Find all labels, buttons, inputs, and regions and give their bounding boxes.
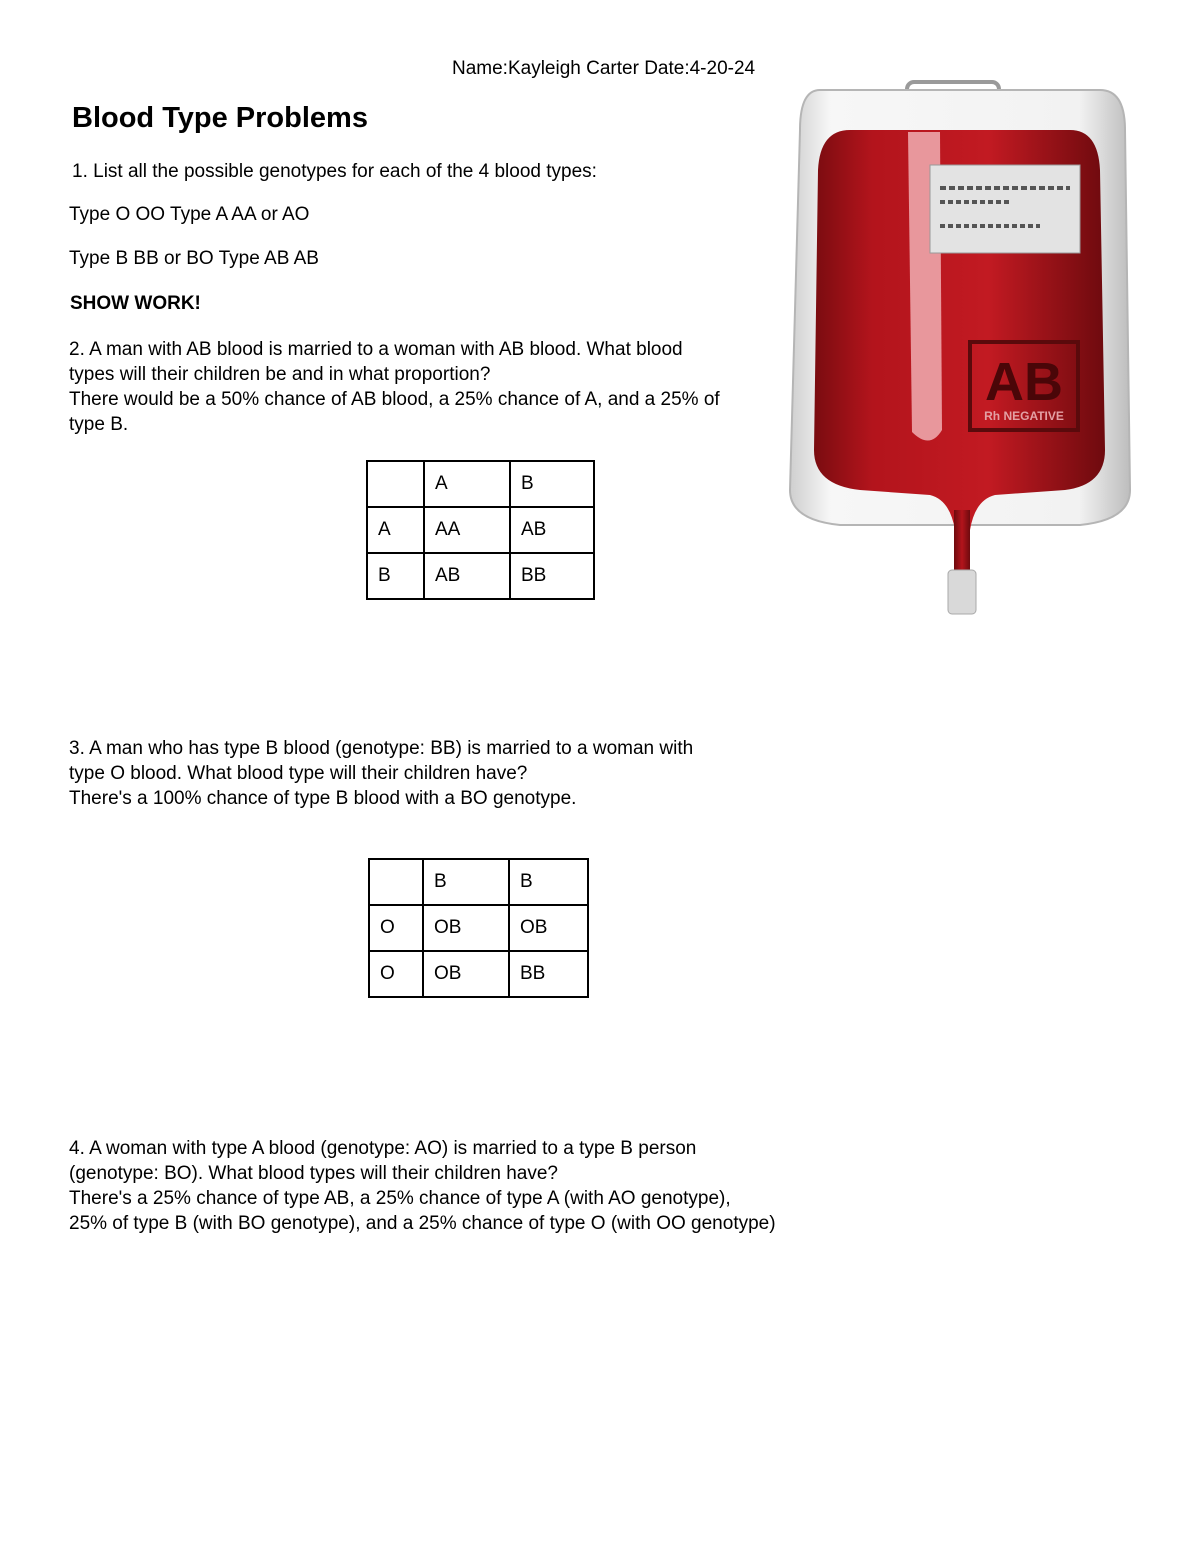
question-2-block	[69, 337, 720, 437]
table-cell: OB	[423, 951, 509, 997]
question-3-answer-line-1: There's a 100% chance of type B blood with a BO genotype.	[69, 788, 577, 809]
table-cell: AB	[510, 507, 594, 553]
table-cell: BB	[509, 951, 588, 997]
question-4-prompt-line-2: (genotype: BO). What blood types will their children have?	[69, 1163, 558, 1184]
question-2-answer-line-2: type B.	[69, 414, 129, 435]
punnett-square-q3	[368, 858, 589, 998]
question-2-prompt-line-2: types will their children be and in what proportion?	[69, 364, 491, 385]
question-1-answer-line-1: Type O OO Type A AA or AO	[69, 204, 310, 225]
question-3-prompt-line-1: 3. A man who has type B blood (genotype: BB) is married to a woman with	[69, 738, 694, 759]
question-3-block	[69, 736, 693, 811]
table-cell: BB	[510, 553, 594, 599]
punnett-square-q2	[366, 460, 595, 600]
table-cell: AA	[424, 507, 510, 553]
table-cell: B	[423, 859, 509, 905]
table-cell: B	[509, 859, 588, 905]
table-cell: O	[369, 905, 423, 951]
table-cell: B	[510, 461, 594, 507]
table-cell: B	[367, 553, 424, 599]
blood-bag-illustration	[780, 70, 1140, 630]
table-cell: OB	[509, 905, 588, 951]
rh-negative-text: Rh NEGATIVE	[984, 409, 1064, 423]
question-2-prompt-line-1: 2. A man with AB blood is married to a woman with AB blood. What blood	[69, 339, 683, 360]
name-date-line: Name:Kayleigh Carter Date:4-20-24	[452, 58, 756, 79]
bag-paper-label-shape	[930, 165, 1080, 253]
question-4-answer-line-1: There's a 25% chance of type AB, a 25% chance of type A (with AO genotype),	[69, 1188, 731, 1209]
ab-stamp-text: AB	[985, 352, 1063, 412]
table-cell	[369, 859, 423, 905]
question-3-prompt-line-2: type O blood. What blood type will their children have?	[69, 763, 528, 784]
question-4-answer-line-2: 25% of type B (with BO genotype), and a 25% chance of type O (with OO genotype)	[69, 1213, 776, 1234]
table-cell: A	[367, 507, 424, 553]
table-cell: O	[369, 951, 423, 997]
question-4-prompt-line-1: 4. A woman with type A blood (genotype: AO) is married to a type B person	[69, 1138, 697, 1159]
show-work-label: SHOW WORK!	[70, 293, 201, 314]
table-cell: OB	[423, 905, 509, 951]
bag-port-shape	[948, 570, 976, 614]
table-cell: AB	[424, 553, 510, 599]
question-4-block	[69, 1136, 776, 1236]
table-cell	[367, 461, 424, 507]
page-title: Blood Type Problems	[72, 102, 368, 134]
question-1-answer-line-2: Type B BB or BO Type AB AB	[69, 248, 319, 269]
question-2-answer-line-1: There would be a 50% chance of AB blood, a 25% chance of A, and a 25% of	[69, 389, 720, 410]
question-1-prompt: 1. List all the possible genotypes for each of the 4 blood types:	[72, 161, 597, 182]
table-cell: A	[424, 461, 510, 507]
